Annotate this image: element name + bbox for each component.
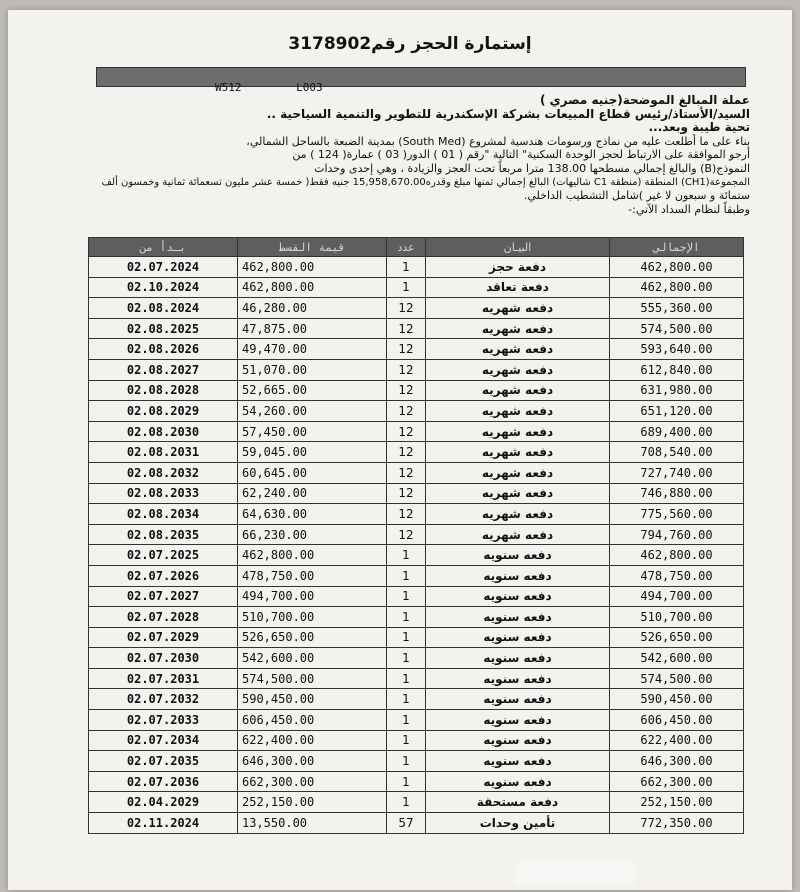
cell-total: 708,540.00 [610, 442, 744, 463]
cell-total: 462,800.00 [610, 277, 744, 298]
greeting: تحية طيبة وبعد... [648, 120, 750, 135]
cell-count: 1 [387, 751, 426, 772]
table-row [89, 483, 744, 504]
cell-start-date: 02.08.2027 [89, 359, 238, 380]
cell-description: دفعه سنويه [426, 586, 610, 607]
cell-count: 1 [387, 257, 426, 278]
table-row [89, 257, 744, 278]
cell-installment-value: 57,450.00 [238, 421, 387, 442]
cell-installment-value: 13,550.00 [238, 813, 387, 834]
cell-start-date: 02.08.2028 [89, 380, 238, 401]
cell-total: 606,450.00 [610, 710, 744, 731]
table-row [89, 277, 744, 298]
intro-line: المجموعة(CH1) المنطقة (منطقة C1 شاليهات) البالغ إجمالي ثمنها مبلغ وقدره15,958,670.00 جنيه فقط( خمسة عشر مليون تسعمائة ثمانية وخمسون ألف [101, 176, 750, 188]
cell-count: 12 [387, 483, 426, 504]
header-bar [96, 67, 746, 87]
cell-installment-value: 494,700.00 [238, 586, 387, 607]
table-row [89, 339, 744, 360]
cell-start-date: 02.08.2032 [89, 462, 238, 483]
cell-count: 1 [387, 792, 426, 813]
cell-installment-value: 662,300.00 [238, 771, 387, 792]
cell-description: دفعه سنويه [426, 751, 610, 772]
cell-description: دفعه شهريه [426, 524, 610, 545]
cell-count: 1 [387, 730, 426, 751]
cell-installment-value: 646,300.00 [238, 751, 387, 772]
cell-description: دفعه سنويه [426, 689, 610, 710]
cell-start-date: 02.07.2024 [89, 257, 238, 278]
cell-description: دفعه سنويه [426, 565, 610, 586]
cell-start-date: 02.07.2035 [89, 751, 238, 772]
table-row [89, 607, 744, 628]
cell-total: 542,600.00 [610, 648, 744, 669]
redaction-blur [515, 862, 635, 884]
cell-description: دفعه شهريه [426, 298, 610, 319]
cell-total: 494,700.00 [610, 586, 744, 607]
cell-count: 12 [387, 359, 426, 380]
cell-total: 772,350.00 [610, 813, 744, 834]
table-row [89, 668, 744, 689]
cell-installment-value: 622,400.00 [238, 730, 387, 751]
cell-count: 12 [387, 318, 426, 339]
addressee: السيد/الأستاذ/رئيس قطاع المبيعات بشركة الإسكندرية للتطوير والتنمية السياحية .. [266, 106, 750, 121]
cell-count: 1 [387, 586, 426, 607]
table-row [89, 524, 744, 545]
table-row [89, 813, 744, 834]
cell-start-date: 02.08.2031 [89, 442, 238, 463]
cell-total: 462,800.00 [610, 545, 744, 566]
cell-count: 12 [387, 339, 426, 360]
cell-total: 662,300.00 [610, 771, 744, 792]
cell-start-date: 02.08.2030 [89, 421, 238, 442]
cell-count: 12 [387, 380, 426, 401]
cell-start-date: 02.10.2024 [89, 277, 238, 298]
table-row [89, 462, 744, 483]
cell-count: 12 [387, 421, 426, 442]
cell-installment-value: 606,450.00 [238, 710, 387, 731]
cell-start-date: 02.04.2029 [89, 792, 238, 813]
cell-installment-value: 252,150.00 [238, 792, 387, 813]
currency-note: عملة المبالغ الموضحة(جنيه مصري ) [539, 93, 750, 107]
cell-count: 1 [387, 668, 426, 689]
cell-count: 12 [387, 298, 426, 319]
header-description: البيـان [426, 238, 610, 257]
cell-count: 1 [387, 607, 426, 628]
cell-description: دفعه سنويه [426, 668, 610, 689]
cell-description: تأمين وحدات [426, 813, 610, 834]
cell-start-date: 02.08.2024 [89, 298, 238, 319]
cell-total: 794,760.00 [610, 524, 744, 545]
table-row [89, 401, 744, 422]
table-row [89, 318, 744, 339]
cell-start-date: 02.08.2025 [89, 318, 238, 339]
page-title: إستمارة الحجز رقم3178902 [288, 34, 532, 54]
cell-installment-value: 510,700.00 [238, 607, 387, 628]
cell-description: دفعه شهريه [426, 462, 610, 483]
cell-count: 57 [387, 813, 426, 834]
table-row [89, 751, 744, 772]
intro-line: بناء على ما أطلعت عليه من نماذج ورسومات هندسية لمشروع (South Med) بمدينة الضبعة بالساحل الشمالي، [246, 134, 750, 148]
cell-description: دفعه شهريه [426, 442, 610, 463]
cell-description: دفعه شهريه [426, 421, 610, 442]
header-count: عدد [387, 238, 426, 257]
cell-total: 555,360.00 [610, 298, 744, 319]
cell-description: دفعه شهريه [426, 483, 610, 504]
cell-count: 12 [387, 401, 426, 422]
cell-total: 775,560.00 [610, 504, 744, 525]
cell-total: 590,450.00 [610, 689, 744, 710]
table-row [89, 421, 744, 442]
header-total: الإجمالي [610, 238, 744, 257]
table-row [89, 298, 744, 319]
cell-total: 612,840.00 [610, 359, 744, 380]
cell-description: دفعه شهريه [426, 504, 610, 525]
cell-installment-value: 66,230.00 [238, 524, 387, 545]
cell-total: 462,800.00 [610, 257, 744, 278]
cell-count: 1 [387, 627, 426, 648]
table-row [89, 689, 744, 710]
cell-start-date: 02.11.2024 [89, 813, 238, 834]
intro-line: أرجو الموافقة على الارتباط لحجز الوحدة السكنية" التالية "رقم ( 01 ) الدور( 03 ) عمارة( 124 ) من [292, 148, 750, 162]
cell-count: 1 [387, 771, 426, 792]
cell-installment-value: 542,600.00 [238, 648, 387, 669]
cell-start-date: 02.07.2029 [89, 627, 238, 648]
cell-total: 646,300.00 [610, 751, 744, 772]
cell-count: 1 [387, 648, 426, 669]
cell-description: دفعه شهريه [426, 318, 610, 339]
cell-installment-value: 526,650.00 [238, 627, 387, 648]
cell-total: 574,500.00 [610, 318, 744, 339]
cell-total: 746,880.00 [610, 483, 744, 504]
cell-description: دفعة حجز [426, 257, 610, 278]
cell-total: 689,400.00 [610, 421, 744, 442]
cell-installment-value: 51,070.00 [238, 359, 387, 380]
unit-code-2: L003 [296, 81, 323, 94]
cell-description: دفعه سنويه [426, 607, 610, 628]
cell-count: 1 [387, 565, 426, 586]
cell-description: دفعه سنويه [426, 771, 610, 792]
cell-description: دفعة تعاقد [426, 277, 610, 298]
cell-start-date: 02.08.2026 [89, 339, 238, 360]
cell-installment-value: 54,260.00 [238, 401, 387, 422]
cell-description: دفعه شهريه [426, 401, 610, 422]
cell-count: 1 [387, 277, 426, 298]
cell-installment-value: 462,800.00 [238, 257, 387, 278]
cell-total: 622,400.00 [610, 730, 744, 751]
table-row [89, 710, 744, 731]
cell-description: دفعه سنويه [426, 627, 610, 648]
intro-line: وطبقاً لنظام السداد الآتي:- [628, 202, 750, 216]
unit-codes [215, 81, 415, 94]
cell-count: 12 [387, 442, 426, 463]
cell-description: دفعه سنويه [426, 730, 610, 751]
table-row [89, 545, 744, 566]
intro-line: ستمائة و سبعون لا غير )شامل التشطيب الداخلي. [523, 189, 750, 203]
cell-installment-value: 52,665.00 [238, 380, 387, 401]
table-row [89, 565, 744, 586]
cell-installment-value: 60,645.00 [238, 462, 387, 483]
cell-start-date: 02.07.2034 [89, 730, 238, 751]
cell-total: 510,700.00 [610, 607, 744, 628]
header-start-date: بـدأ من [89, 238, 238, 257]
cell-start-date: 02.07.2028 [89, 607, 238, 628]
cell-installment-value: 49,470.00 [238, 339, 387, 360]
cell-count: 12 [387, 462, 426, 483]
cell-installment-value: 62,240.00 [238, 483, 387, 504]
cell-count: 12 [387, 504, 426, 525]
cell-total: 574,500.00 [610, 668, 744, 689]
table-row [89, 730, 744, 751]
cell-installment-value: 46,280.00 [238, 298, 387, 319]
cell-start-date: 02.08.2035 [89, 524, 238, 545]
cell-description: دفعه شهريه [426, 339, 610, 360]
header-installment-value: قيمة القسط [238, 238, 387, 257]
unit-code-1: W512 [215, 81, 242, 94]
cell-start-date: 02.07.2036 [89, 771, 238, 792]
table-row [89, 792, 744, 813]
table-row [89, 504, 744, 525]
cell-start-date: 02.07.2033 [89, 710, 238, 731]
cell-installment-value: 590,450.00 [238, 689, 387, 710]
cell-installment-value: 462,800.00 [238, 277, 387, 298]
cell-start-date: 02.07.2031 [89, 668, 238, 689]
table-row [89, 359, 744, 380]
table-row [89, 380, 744, 401]
cell-start-date: 02.08.2029 [89, 401, 238, 422]
cell-total: 593,640.00 [610, 339, 744, 360]
cell-count: 12 [387, 524, 426, 545]
cell-installment-value: 462,800.00 [238, 545, 387, 566]
cell-total: 631,980.00 [610, 380, 744, 401]
cell-description: دفعه سنويه [426, 545, 610, 566]
cell-description: دفعه سنويه [426, 710, 610, 731]
table-row [89, 586, 744, 607]
cell-total: 478,750.00 [610, 565, 744, 586]
cell-start-date: 02.07.2032 [89, 689, 238, 710]
cell-start-date: 02.07.2030 [89, 648, 238, 669]
cell-start-date: 02.08.2033 [89, 483, 238, 504]
cell-total: 727,740.00 [610, 462, 744, 483]
cell-count: 1 [387, 689, 426, 710]
cell-start-date: 02.07.2026 [89, 565, 238, 586]
table-row [89, 771, 744, 792]
table-row [89, 442, 744, 463]
cell-start-date: 02.08.2034 [89, 504, 238, 525]
cell-installment-value: 574,500.00 [238, 668, 387, 689]
cell-installment-value: 59,045.00 [238, 442, 387, 463]
cell-description: دفعة مستحقة [426, 792, 610, 813]
intro-line: النموذج(B) والبالغ إجمالي مسطحها 138.00 مترا مربعاً تحت العجز والزيادة ، وهي إحدى وحدات [314, 161, 750, 175]
table-header-row [89, 238, 744, 257]
cell-total: 252,150.00 [610, 792, 744, 813]
cell-count: 1 [387, 545, 426, 566]
cell-total: 526,650.00 [610, 627, 744, 648]
table-row [89, 648, 744, 669]
payment-schedule-table [88, 237, 744, 834]
cell-start-date: 02.07.2025 [89, 545, 238, 566]
cell-installment-value: 478,750.00 [238, 565, 387, 586]
cell-total: 651,120.00 [610, 401, 744, 422]
cell-installment-value: 64,630.00 [238, 504, 387, 525]
intro-text [50, 94, 750, 216]
cell-description: دفعه شهريه [426, 359, 610, 380]
cell-description: دفعه سنويه [426, 648, 610, 669]
cell-installment-value: 47,875.00 [238, 318, 387, 339]
cell-start-date: 02.07.2027 [89, 586, 238, 607]
cell-count: 1 [387, 710, 426, 731]
table-row [89, 627, 744, 648]
cell-description: دفعه شهريه [426, 380, 610, 401]
